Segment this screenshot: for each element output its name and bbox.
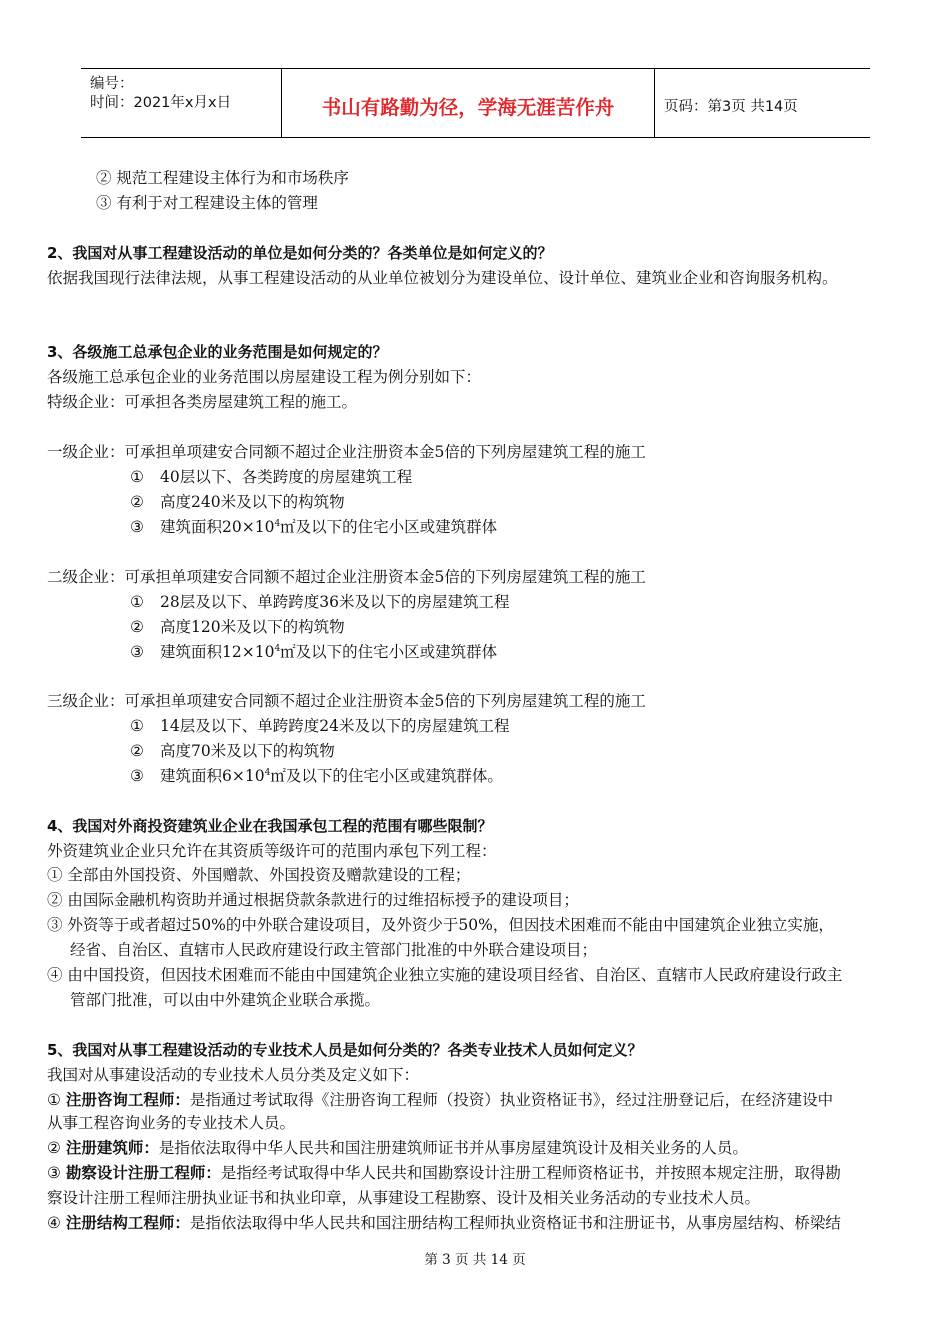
term-label: 注册结构工程师： — [65, 1214, 190, 1232]
list-item: ③ 勘察设计注册工程师：是指经考试取得中华人民共和国勘察设计注册工程师资格证书，并按照本规定注册，取得勘 — [47, 1164, 841, 1182]
question-5-heading: 5、我国对从事工程建设活动的专业技术人员是如何分类的？各类专业技术人员如何定义？ — [47, 1041, 643, 1059]
list-item-continuation: 经省、自治区、直辖市人民政府建设行政主管部门批准的中外联合建设项目； — [70, 941, 598, 959]
page-header-table — [81, 68, 870, 138]
list-item: ③ 外资等于或者超过50%的中外联合建设项目，及外资少于50%，但因技术困难而不能由中国建筑企业独立实施， — [47, 916, 834, 934]
list-item: ④ 由中国投资，但因技术困难而不能由中国建筑企业独立实施的建设项目经省、自治区、直辖市人民政府建设行政主 — [47, 966, 843, 984]
grade-2-text: 二级企业：可承担单项建安合同额不超过企业注册资本金5倍的下列房屋建筑工程的施工 — [47, 568, 646, 586]
question-4-intro: 外资建筑业企业只允许在其资质等级许可的范围内承包下列工程： — [47, 842, 497, 860]
header-page-cell — [655, 69, 870, 137]
question-4-heading: 4、我国对外商投资建筑业企业在我国承包工程的范围有哪些限制？ — [47, 817, 493, 835]
list-item: ② 高度240米及以下的构筑物 — [130, 493, 345, 511]
question-2-answer: 依据我国现行法律法规，从事工程建设活动的从业单位被划分为建设单位、设计单位、建筑业企业和咨询服务机构。 — [47, 269, 838, 287]
list-item: ③ 建筑面积$12\times 10^4㎡$及以下的住宅小区或建筑群体 — [130, 643, 498, 661]
list-item: ① 全部由外国投资、外国赠款、外国投资及赠款建设的工程； — [47, 866, 471, 884]
header-info-cell — [81, 69, 282, 137]
header-page-number: 页码：第3页 共14页 — [664, 99, 798, 115]
question-2-heading: 2、我国对从事工程建设活动的单位是如何分类的？各类单位是如何定义的？ — [47, 244, 553, 262]
question-3-heading: 3、各级施工总承包企业的业务范围是如何规定的？ — [47, 343, 388, 361]
list-item: ② 高度120米及以下的构筑物 — [130, 618, 345, 636]
document-time-label: 时间：2021年x月x日 — [90, 95, 232, 111]
header-motto-cell — [282, 69, 655, 137]
list-item: ④ 注册结构工程师：是指依法取得中华人民共和国注册结构工程师执业资格证书和注册证书，从事房屋结构、桥梁结 — [47, 1214, 841, 1232]
term-label: 注册建筑师： — [65, 1139, 159, 1157]
list-item: ③ 建筑面积$20\times 10^4㎡$及以下的住宅小区或建筑群体 — [130, 518, 498, 536]
question-5-intro: 我国对从事建设活动的专业技术人员分类及定义如下： — [47, 1066, 420, 1084]
list-item: ② 高度70米及以下的构筑物 — [130, 742, 335, 760]
document-number-label: 编号： — [90, 76, 134, 92]
list-item: ③ 有利于对工程建设主体的管理 — [96, 194, 318, 212]
list-item: ② 规范工程建设主体行为和市场秩序 — [96, 169, 349, 187]
list-item: ① 28层及以下、单跨跨度36米及以下的房屋建筑工程 — [130, 593, 510, 611]
list-item-continuation: 管部门批准，可以由中外建筑企业联合承揽。 — [70, 991, 381, 1009]
list-item: ① 14层及以下、单跨跨度24米及以下的房屋建筑工程 — [130, 717, 510, 735]
page-footer: 第 3 页 共 14 页 — [424, 1252, 526, 1268]
grade-3-text: 三级企业：可承担单项建安合同额不超过企业注册资本金5倍的下列房屋建筑工程的施工 — [47, 692, 646, 710]
list-item-continuation: 察设计注册工程师注册执业证书和执业印章，从事建设工程勘察、设计及相关业务活动的专业技术人员。 — [47, 1189, 761, 1207]
list-item: ② 注册建筑师：是指依法取得中华人民共和国注册建筑师证书并从事房屋建筑设计及相关业务的人员。 — [47, 1139, 748, 1157]
special-grade-text: 特级企业：可承担各类房屋建筑工程的施工。 — [47, 393, 358, 411]
grade-1-text: 一级企业：可承担单项建安合同额不超过企业注册资本金5倍的下列房屋建筑工程的施工 — [47, 443, 646, 461]
term-label: 注册咨询工程师： — [65, 1091, 190, 1109]
header-motto: 书山有路勤为径，学海无涯苦作舟 — [321, 96, 615, 119]
list-item: ① 注册咨询工程师：是指通过考试取得《注册咨询工程师（投资）执业资格证书》，经过注册登记后，在经济建设中 — [47, 1091, 834, 1109]
list-item: ③ 建筑面积$6\times 10^4㎡$及以下的住宅小区或建筑群体。 — [130, 767, 503, 785]
list-item-continuation: 从事工程咨询业务的专业技术人员。 — [47, 1114, 296, 1132]
term-label: 勘察设计注册工程师： — [65, 1164, 221, 1182]
list-item: ② 由国际金融机构资助并通过根据贷款条款进行的过维招标授予的建设项目； — [47, 891, 579, 909]
question-3-intro: 各级施工总承包企业的业务范围以房屋建设工程为例分别如下： — [47, 368, 482, 386]
list-item: ① 40层以下、各类跨度的房屋建筑工程 — [130, 468, 413, 486]
